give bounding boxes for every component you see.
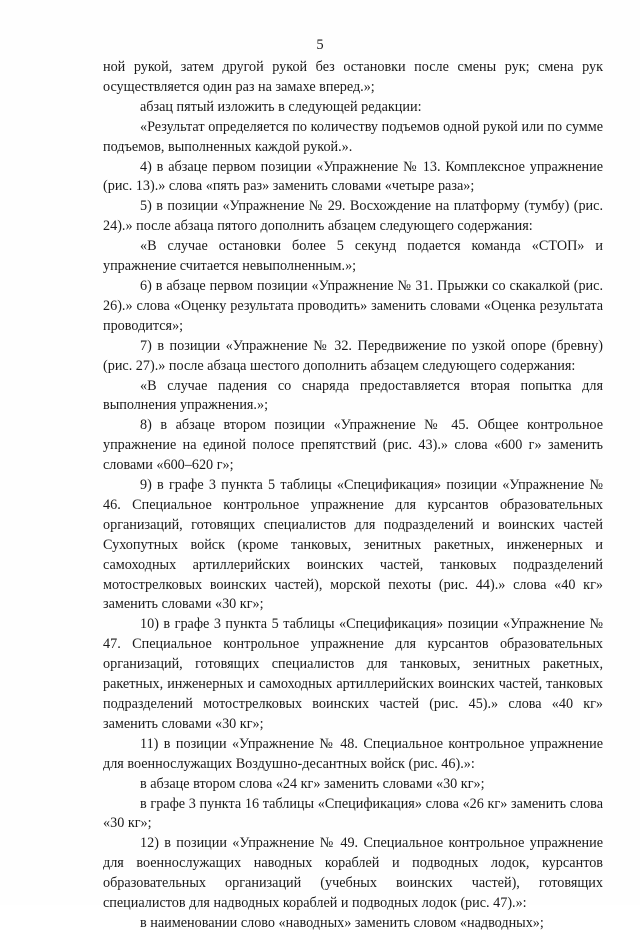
- paragraph-item-8: 8) в абзаце втором позиции «Упражнение № 45. Общее контрольное упражнение на единой полосе препятствий (рис. 43).» слова «600 г» заменить словами «600–620 г»;: [103, 417, 603, 474]
- paragraph-item-9: 9) в графе 3 пункта 5 таблицы «Спецификация» позиции «Упражнение № 46. Специальное контрольное упражнение для курсантов образовательных организаций, готовящих специалистов для подразделений и воинских частей Сухопутных войск (кроме танковых, зенитных ракетных, инженерных и самоходных артиллерийских воинских частей, танковых подразделений мотострелковых воинских частей), морской пехоты (рис. 44).» слова «40 кг» заменить словами «30 кг»;: [103, 477, 603, 613]
- paragraph-item-7: 7) в позиции «Упражнение № 32. Передвижение по узкой опоре (бревну) (рис. 27).» после абзаца шестого дополнить абзацем следующего содержания:: [103, 337, 603, 374]
- paragraph-quote: «В случае остановки более 5 секунд подается команда «СТОП» и упражнение считается невыполненным.»;: [103, 238, 603, 275]
- paragraph-item-6: 6) в абзаце первом позиции «Упражнение № 31. Прыжки со скакалкой (рис. 26).» слова «Оценку результата проводить» заменить словами «Оценка результата проводится»;: [103, 277, 603, 334]
- paragraph-subitem: в наименовании слово «наводных» заменить словом «надводных»;: [140, 914, 544, 931]
- paragraph-continuation: ной рукой, затем другой рукой без остановки после смены рук; смена рук осуществляется один раз на замахе вперед.»;: [103, 59, 603, 95]
- paragraph-instruction: абзац пятый изложить в следующей редакции:: [140, 98, 422, 115]
- paragraph-item-12: 12) в позиции «Упражнение № 49. Специальное контрольное упражнение для военнослужащих наводных кораблей и подводных лодок, курсантов образовательных организаций (учебных воинских частей), готовящих специалистов для надводных кораблей и подводных лодок (рис. 47).»:: [103, 835, 603, 912]
- document-body: [103, 58, 603, 934]
- paragraph-quote: «В случае падения со снаряда предоставляется вторая попытка для выполнения упражнения.»;: [103, 377, 603, 414]
- paragraph-item-11: 11) в позиции «Упражнение № 48. Специальное контрольное упражнение для военнослужащих Воздушно-десантных войск (рис. 46).»:: [103, 735, 603, 772]
- paragraph-item-4: 4) в абзаце первом позиции «Упражнение № 13. Комплексное упражнение (рис. 13).» слова «пять раз» заменить словами «четыре раза»;: [103, 158, 603, 195]
- paragraph-subitem: в графе 3 пункта 16 таблицы «Спецификация» слова «26 кг» заменить слова «30 кг»;: [103, 795, 603, 832]
- paragraph-item-10: 10) в графе 3 пункта 5 таблицы «Спецификация» позиции «Упражнение № 47. Специальное контрольное упражнение для курсантов образовательных организаций, готовящих специалистов для танковых, зенитных ракетных, ракетных, инженерных и самоходных артиллерийских воинских частей, танковых подразделений мотострелковых воинских частей (рис. 45).» слова «40 кг» заменить словами «30 кг»;: [103, 616, 603, 732]
- paragraph-subitem: в абзаце втором слова «24 кг» заменить словами «30 кг»;: [140, 775, 485, 792]
- page-number: 5: [316, 37, 324, 53]
- paragraph-quote: «Результат определяется по количеству подъемов одной рукой или по сумме подъемов, выполненных каждой рукой.».: [103, 118, 603, 155]
- paragraph-item-5: 5) в позиции «Упражнение № 29. Восхождение на платформу (тумбу) (рис. 24).» после абзаца пятого дополнить абзацем следующего содержания:: [103, 198, 603, 235]
